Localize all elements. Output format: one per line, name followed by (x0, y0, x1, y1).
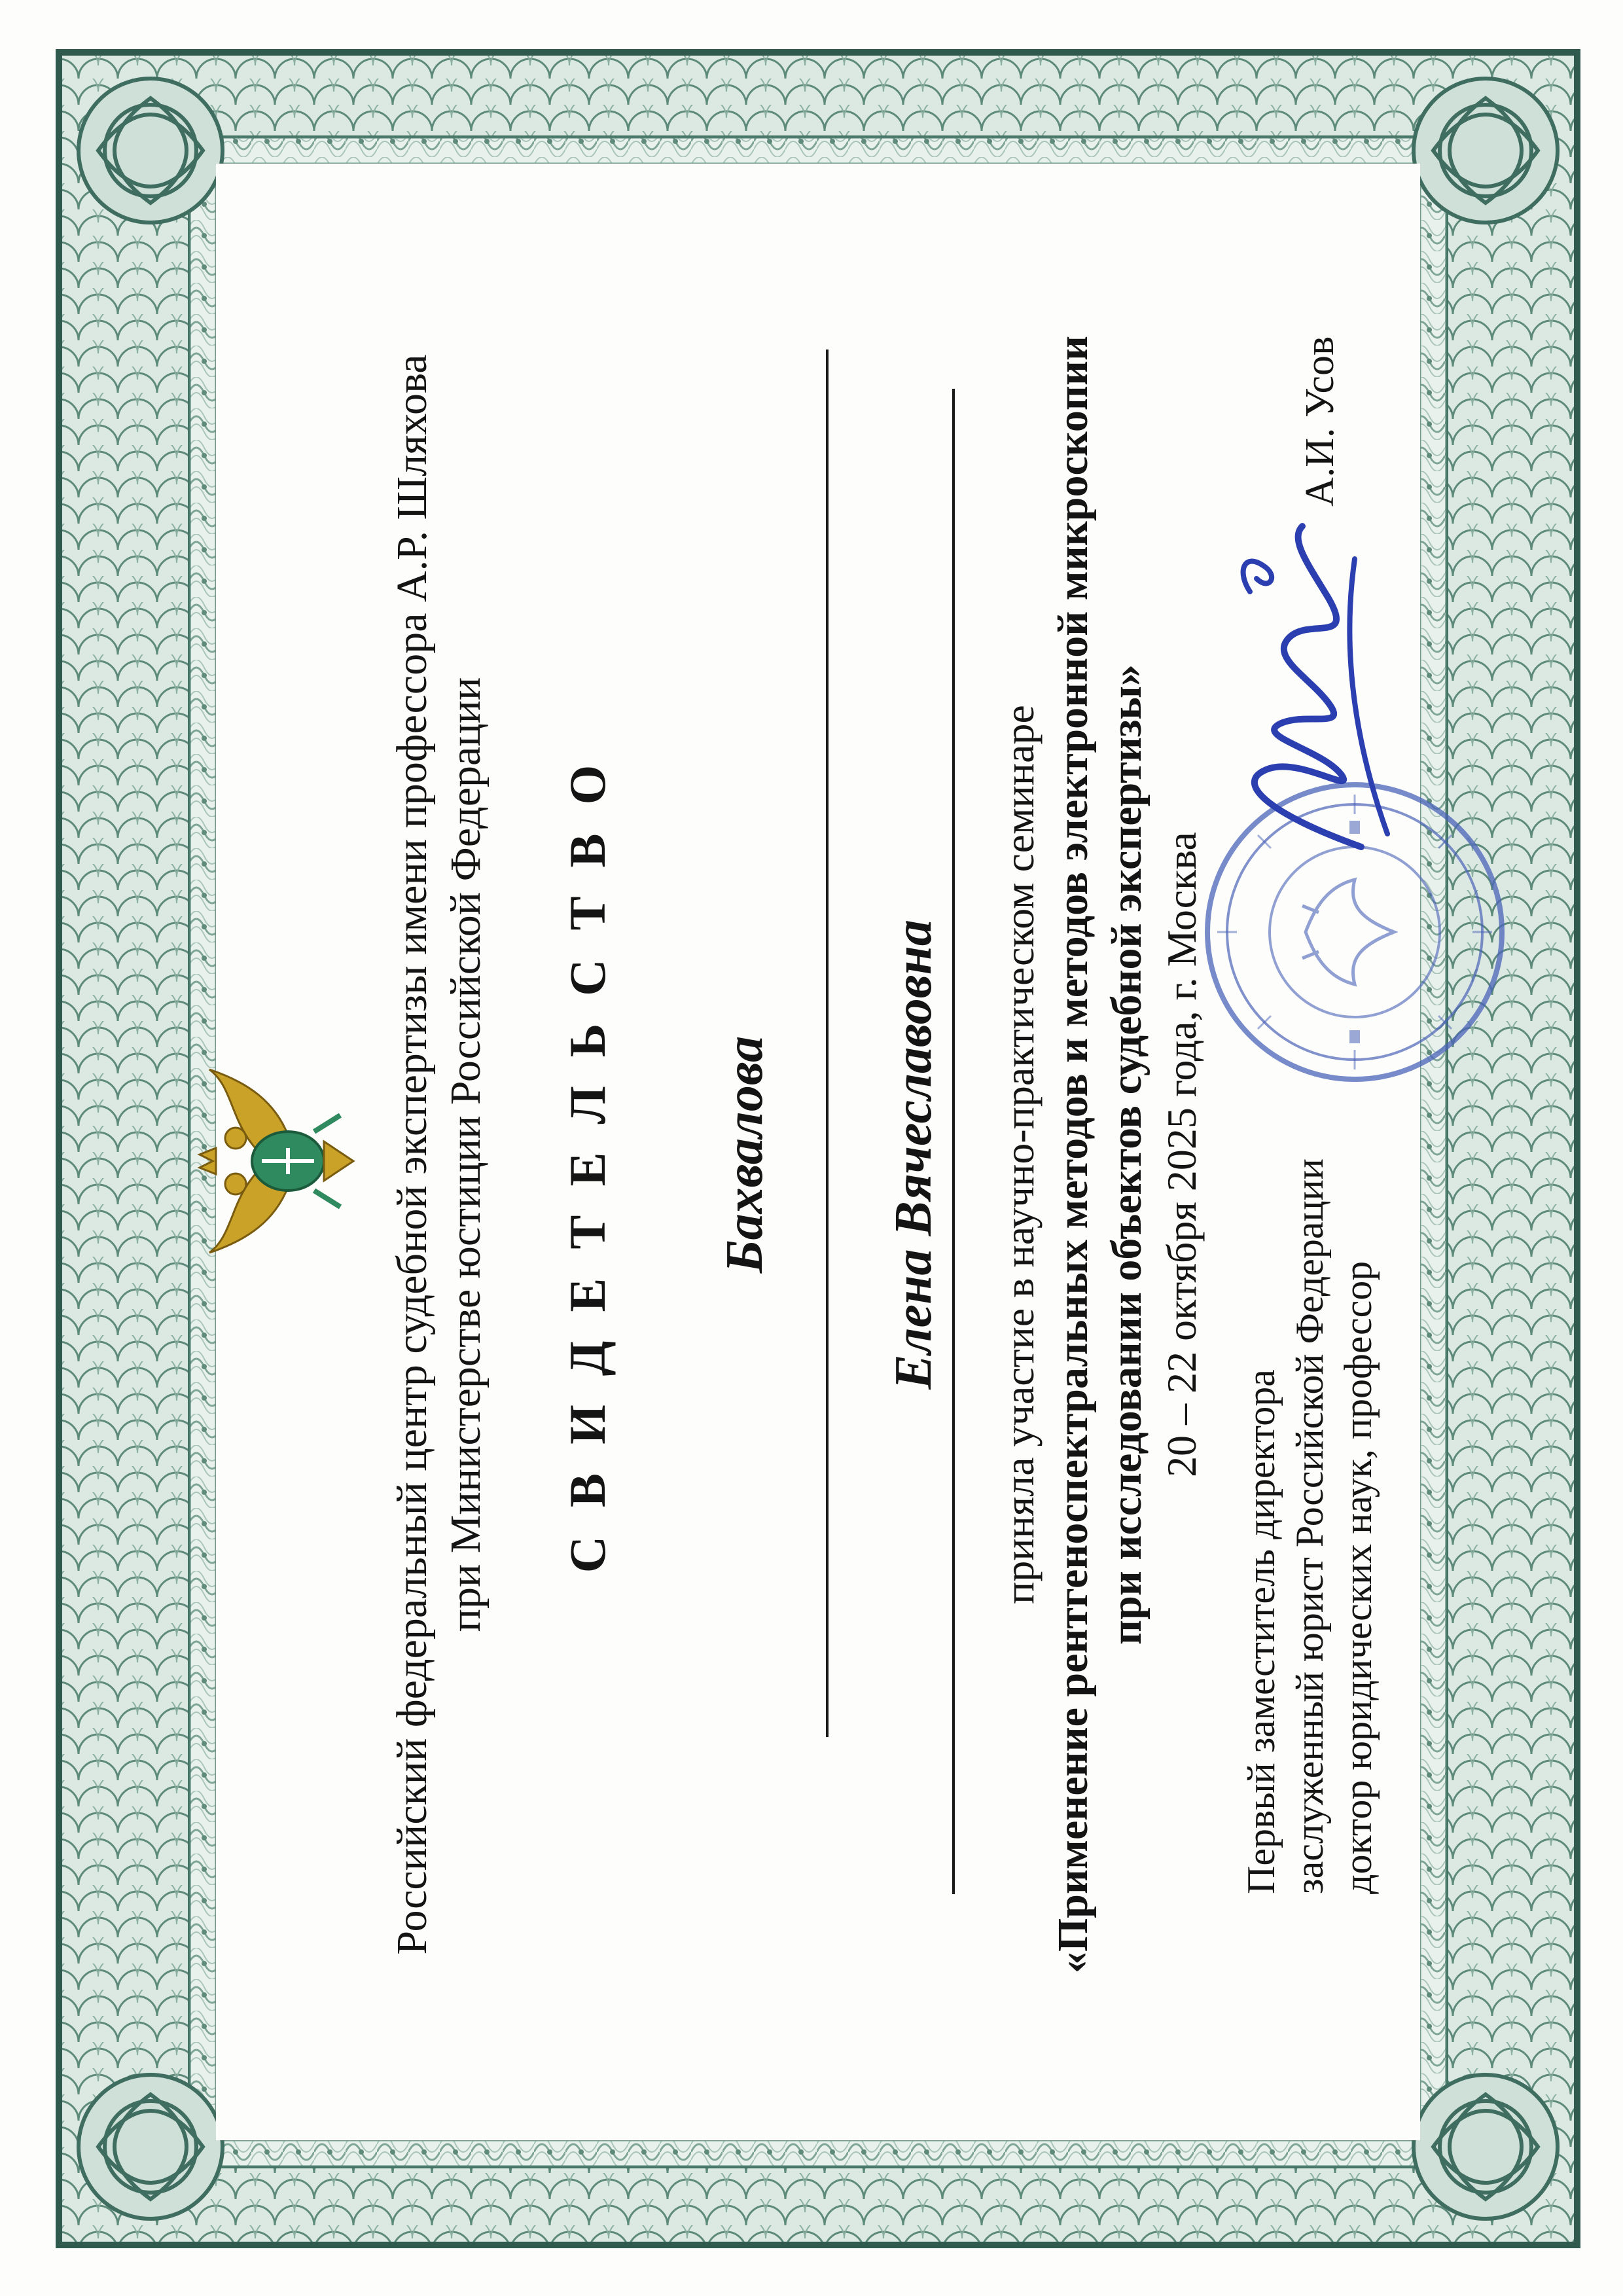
surname-underline (826, 350, 829, 1737)
seminar-title-line-2: при исследовании объектов судебной экспертизы» (1103, 664, 1150, 1645)
organization-name-line-1: Российский федеральный центр судебной экспертизы имени профессора А.Р. Шляхова (388, 354, 436, 1955)
participation-text: приняла участие в научно-практическом семинаре (996, 705, 1043, 1604)
given-names-underline (952, 389, 955, 1894)
certificate-content (190, 140, 1420, 2169)
signatory-position-line-3: доктор юридических наук, профессор (1336, 1261, 1380, 1894)
signatory-position (1237, 847, 1382, 1894)
document-title: СВИДЕТЕЛЬСТВО (559, 736, 616, 1573)
double-headed-eagle-emblem-icon (190, 1063, 360, 1259)
signatory-position-line-2: заслуженный юрист Российской Федерации (1288, 1158, 1331, 1894)
corner-ornament-top-right (1414, 79, 1558, 223)
seminar-title-line-1: «Применение рентгеноспектральных методов и методов электронной микроскопии (1049, 335, 1097, 1974)
signatory-name: А.И. Усов (1298, 336, 1342, 507)
recipient-given-names: Елена Вячеславовна (885, 920, 942, 1390)
handwritten-signature-icon (1191, 507, 1414, 873)
dates-and-place: 20 – 22 октября 2025 года, г. Москва (1158, 832, 1205, 1477)
signatory-position-line-1: Первый заместитель директора (1240, 1369, 1283, 1894)
corner-ornament-bottom-right (1414, 2075, 1558, 2219)
recipient-surname: Бахвалова (716, 1035, 774, 1274)
organization-name-line-2: при Министерстве юстиции Российской Федерации (442, 677, 490, 1632)
